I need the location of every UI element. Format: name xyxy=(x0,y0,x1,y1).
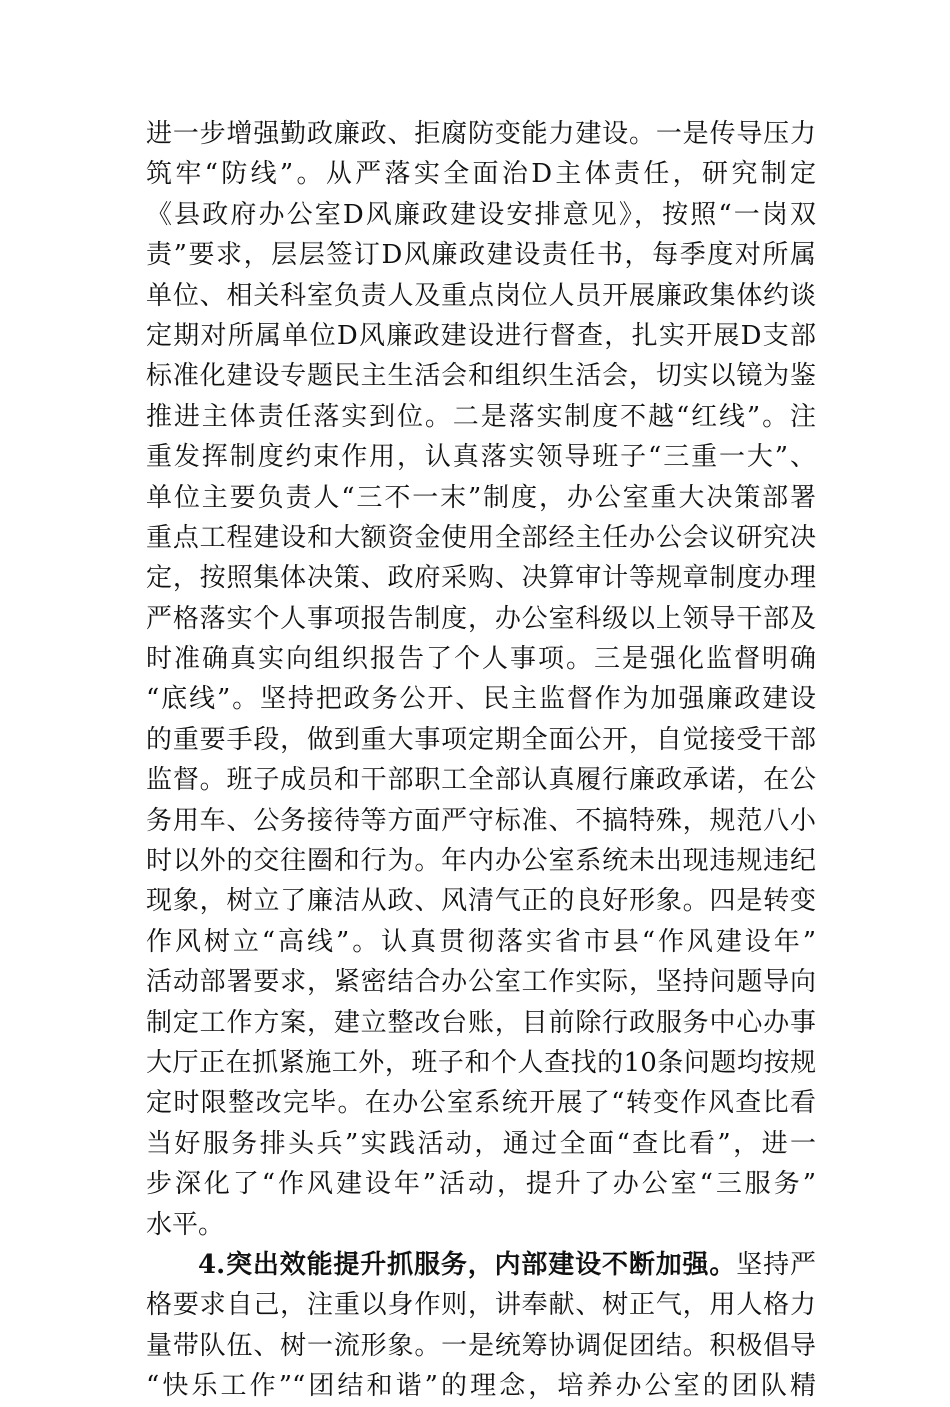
body-text xyxy=(146,114,816,1407)
text-line: 定时限整改完毕。在办公室系统开展了“转变作风查比看 xyxy=(146,1088,816,1119)
text-line: 重发挥制度约束作用，认真落实领导班子“三重一大”、 xyxy=(146,442,816,473)
text-line: 步深化了“作风建设年”活动，提升了办公室“三服务” xyxy=(146,1169,816,1200)
text-line: “底线”。坚持把政务公开、民主监督作为加强廉政建设 xyxy=(146,684,816,715)
text-line: 时准确真实向组织报告了个人事项。三是强化监督明确 xyxy=(146,644,816,675)
text-line: 作风树立“高线”。认真贯彻落实省市县“作风建设年” xyxy=(146,926,816,957)
text-line: 进一步增强勤政廉政、拒腐防变能力建设。一是传导压力 xyxy=(146,119,816,149)
text-line: 重点工程建设和大额资金使用全部经主任办公会议研究决 xyxy=(146,522,816,553)
text-line: 当好服务排头兵”实践活动，通过全面“查比看”，进一 xyxy=(146,1128,816,1159)
text-line: “快乐工作”“团结和谐”的理念，培养办公室的团队精 xyxy=(146,1371,816,1402)
text-line: 定期对所属单位D风廉政建设进行督查，扎实开展D支部 xyxy=(146,320,816,351)
text-line: 《县政府办公室D风廉政建设安排意见》，按照“一岗双 xyxy=(146,199,816,230)
section-heading-continuation: 坚持严 xyxy=(736,1249,816,1280)
text-line: 推进主体责任落实到位。二是落实制度不越“红线”。注 xyxy=(146,401,816,432)
paragraph-2 xyxy=(146,1245,816,1407)
text-line: 务用车、公务接待等方面严守标准、不搞特殊，规范八小 xyxy=(146,805,816,836)
text-line: 大厅正在抓紧施工外，班子和个人查找的10条问题均按规 xyxy=(146,1047,816,1078)
text-line: 格要求自己，注重以身作则，讲奉献、树正气，用人格力 xyxy=(146,1290,816,1321)
text-line: 活动部署要求，紧密结合办公室工作实际，坚持问题导向 xyxy=(146,967,816,998)
text-line: 监督。班子成员和干部职工全部认真履行廉政承诺，在公 xyxy=(146,765,816,796)
paragraph-1 xyxy=(146,114,816,1245)
text-line: 单位主要负责人“三不一末”制度，办公室重大决策部署 xyxy=(146,482,816,513)
text-line: 标准化建设专题民主生活会和组织生活会，切实以镜为鉴 xyxy=(146,361,816,392)
text-line: 现象，树立了廉洁从政、风清气正的良好形象。四是转变 xyxy=(146,886,816,917)
text-line: 筑牢“防线”。从严落实全面治D主体责任，研究制定 xyxy=(146,159,816,190)
text-line: 定，按照集体决策、政府采购、决算审计等规章制度办理 xyxy=(146,563,816,594)
text-line: 量带队伍、树一流形象。一是统筹协调促团结。积极倡导 xyxy=(146,1330,816,1361)
text-line: 的重要手段，做到重大事项定期全面公开，自觉接受干部 xyxy=(146,724,816,755)
text-line: 严格落实个人事项报告制度，办公室科级以上领导干部及 xyxy=(146,603,816,634)
text-line: 水平。 xyxy=(146,1209,225,1240)
paragraph-2-first-line xyxy=(146,1245,816,1285)
text-line: 制定工作方案，建立整改台账，目前除行政服务中心办事 xyxy=(146,1007,816,1038)
text-line: 单位、相关科室负责人及重点岗位人员开展廉政集体约谈 xyxy=(146,280,816,311)
text-line: 时以外的交往圈和行为。年内办公室系统未出现违规违纪 xyxy=(146,846,816,877)
section-heading: 4.突出效能提升抓服务，内部建设不断加强。 xyxy=(198,1249,737,1280)
text-line: 责”要求，层层签订D风廉政建设责任书，每季度对所属 xyxy=(146,240,816,271)
